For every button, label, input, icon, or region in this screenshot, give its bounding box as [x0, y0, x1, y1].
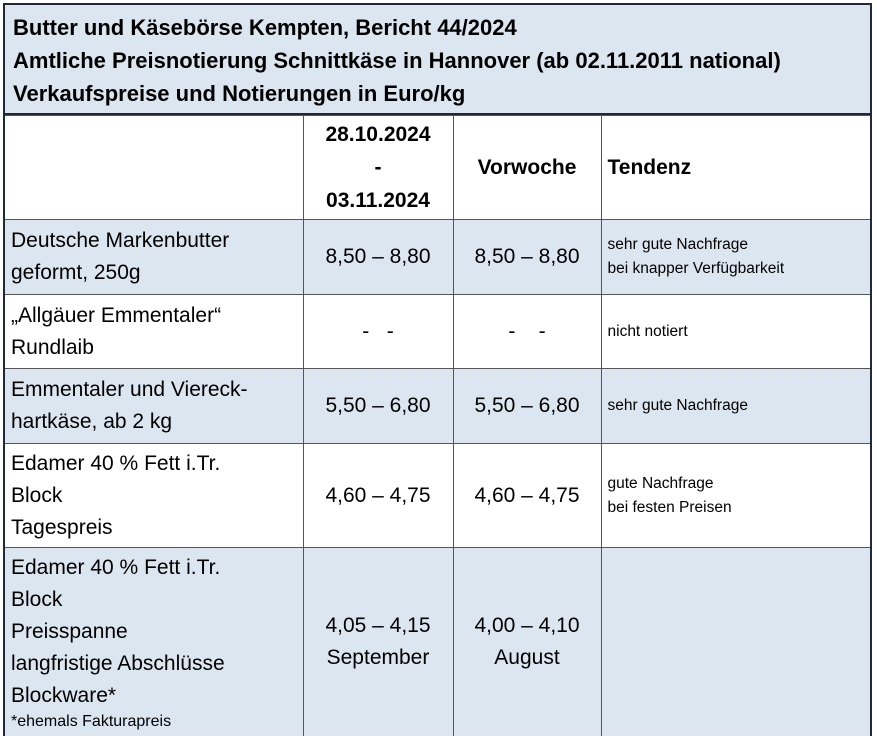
footnote: *ehemals Fakturapreis	[11, 712, 172, 730]
table-row	[5, 548, 870, 736]
trend-cell: sehr gute Nachfrage bei knapper Verfügbarkeit	[601, 220, 870, 295]
product-cell: Deutsche Markenbutter geformt, 250g	[5, 220, 303, 295]
header-previous-week: Vorwoche	[453, 116, 601, 220]
product-cell: Emmentaler und Viereck- hartkäse, ab 2 kg	[5, 369, 303, 444]
table-row	[5, 369, 870, 444]
trend-cell: sehr gute Nachfrage	[601, 369, 870, 444]
product-cell: Edamer 40 % Fett i.Tr. Block Preisspanne langfristige Abschlüsse Blockware* *ehemals Fakturapreis	[5, 548, 303, 736]
trend-cell	[601, 548, 870, 736]
current-price-cell: 4,05 – 4,15 September	[303, 548, 453, 736]
header-empty-cell	[5, 116, 303, 220]
product-cell: Edamer 40 % Fett i.Tr. Block Tagespreis	[5, 444, 303, 548]
table-row	[5, 295, 870, 369]
previous-price-cell: 8,50 – 8,80	[453, 220, 601, 295]
table-row	[5, 444, 870, 548]
report-subtitle: Amtliche Preisnotierung Schnittkäse in Hannover (ab 02.11.2011 national)	[13, 48, 781, 73]
current-price-cell: 8,50 – 8,80	[303, 220, 453, 295]
table-row	[5, 220, 870, 295]
previous-price-cell: 4,60 – 4,75	[453, 444, 601, 548]
previous-price-cell: 4,00 – 4,10 August	[453, 548, 601, 736]
report-unit-line: Verkaufspreise und Notierungen in Euro/kg	[13, 81, 466, 106]
product-cell: „Allgäuer Emmentaler“ Rundlaib	[5, 295, 303, 369]
header-current-week: 28.10.2024 - 03.11.2024	[303, 116, 453, 220]
price-table	[5, 115, 870, 736]
current-price-cell: 4,60 – 4,75	[303, 444, 453, 548]
header-trend: Tendenz	[601, 116, 870, 220]
trend-cell: nicht notiert	[601, 295, 870, 369]
current-price-cell: - -	[303, 295, 453, 369]
previous-price-cell: - -	[453, 295, 601, 369]
report-frame	[3, 3, 872, 736]
report-header	[5, 5, 870, 115]
trend-cell: gute Nachfrage bei festen Preisen	[601, 444, 870, 548]
current-price-cell: 5,50 – 6,80	[303, 369, 453, 444]
report-title: Butter und Käsebörse Kempten, Bericht 44/2024	[13, 15, 517, 40]
table-header-row	[5, 116, 870, 220]
previous-price-cell: 5,50 – 6,80	[453, 369, 601, 444]
